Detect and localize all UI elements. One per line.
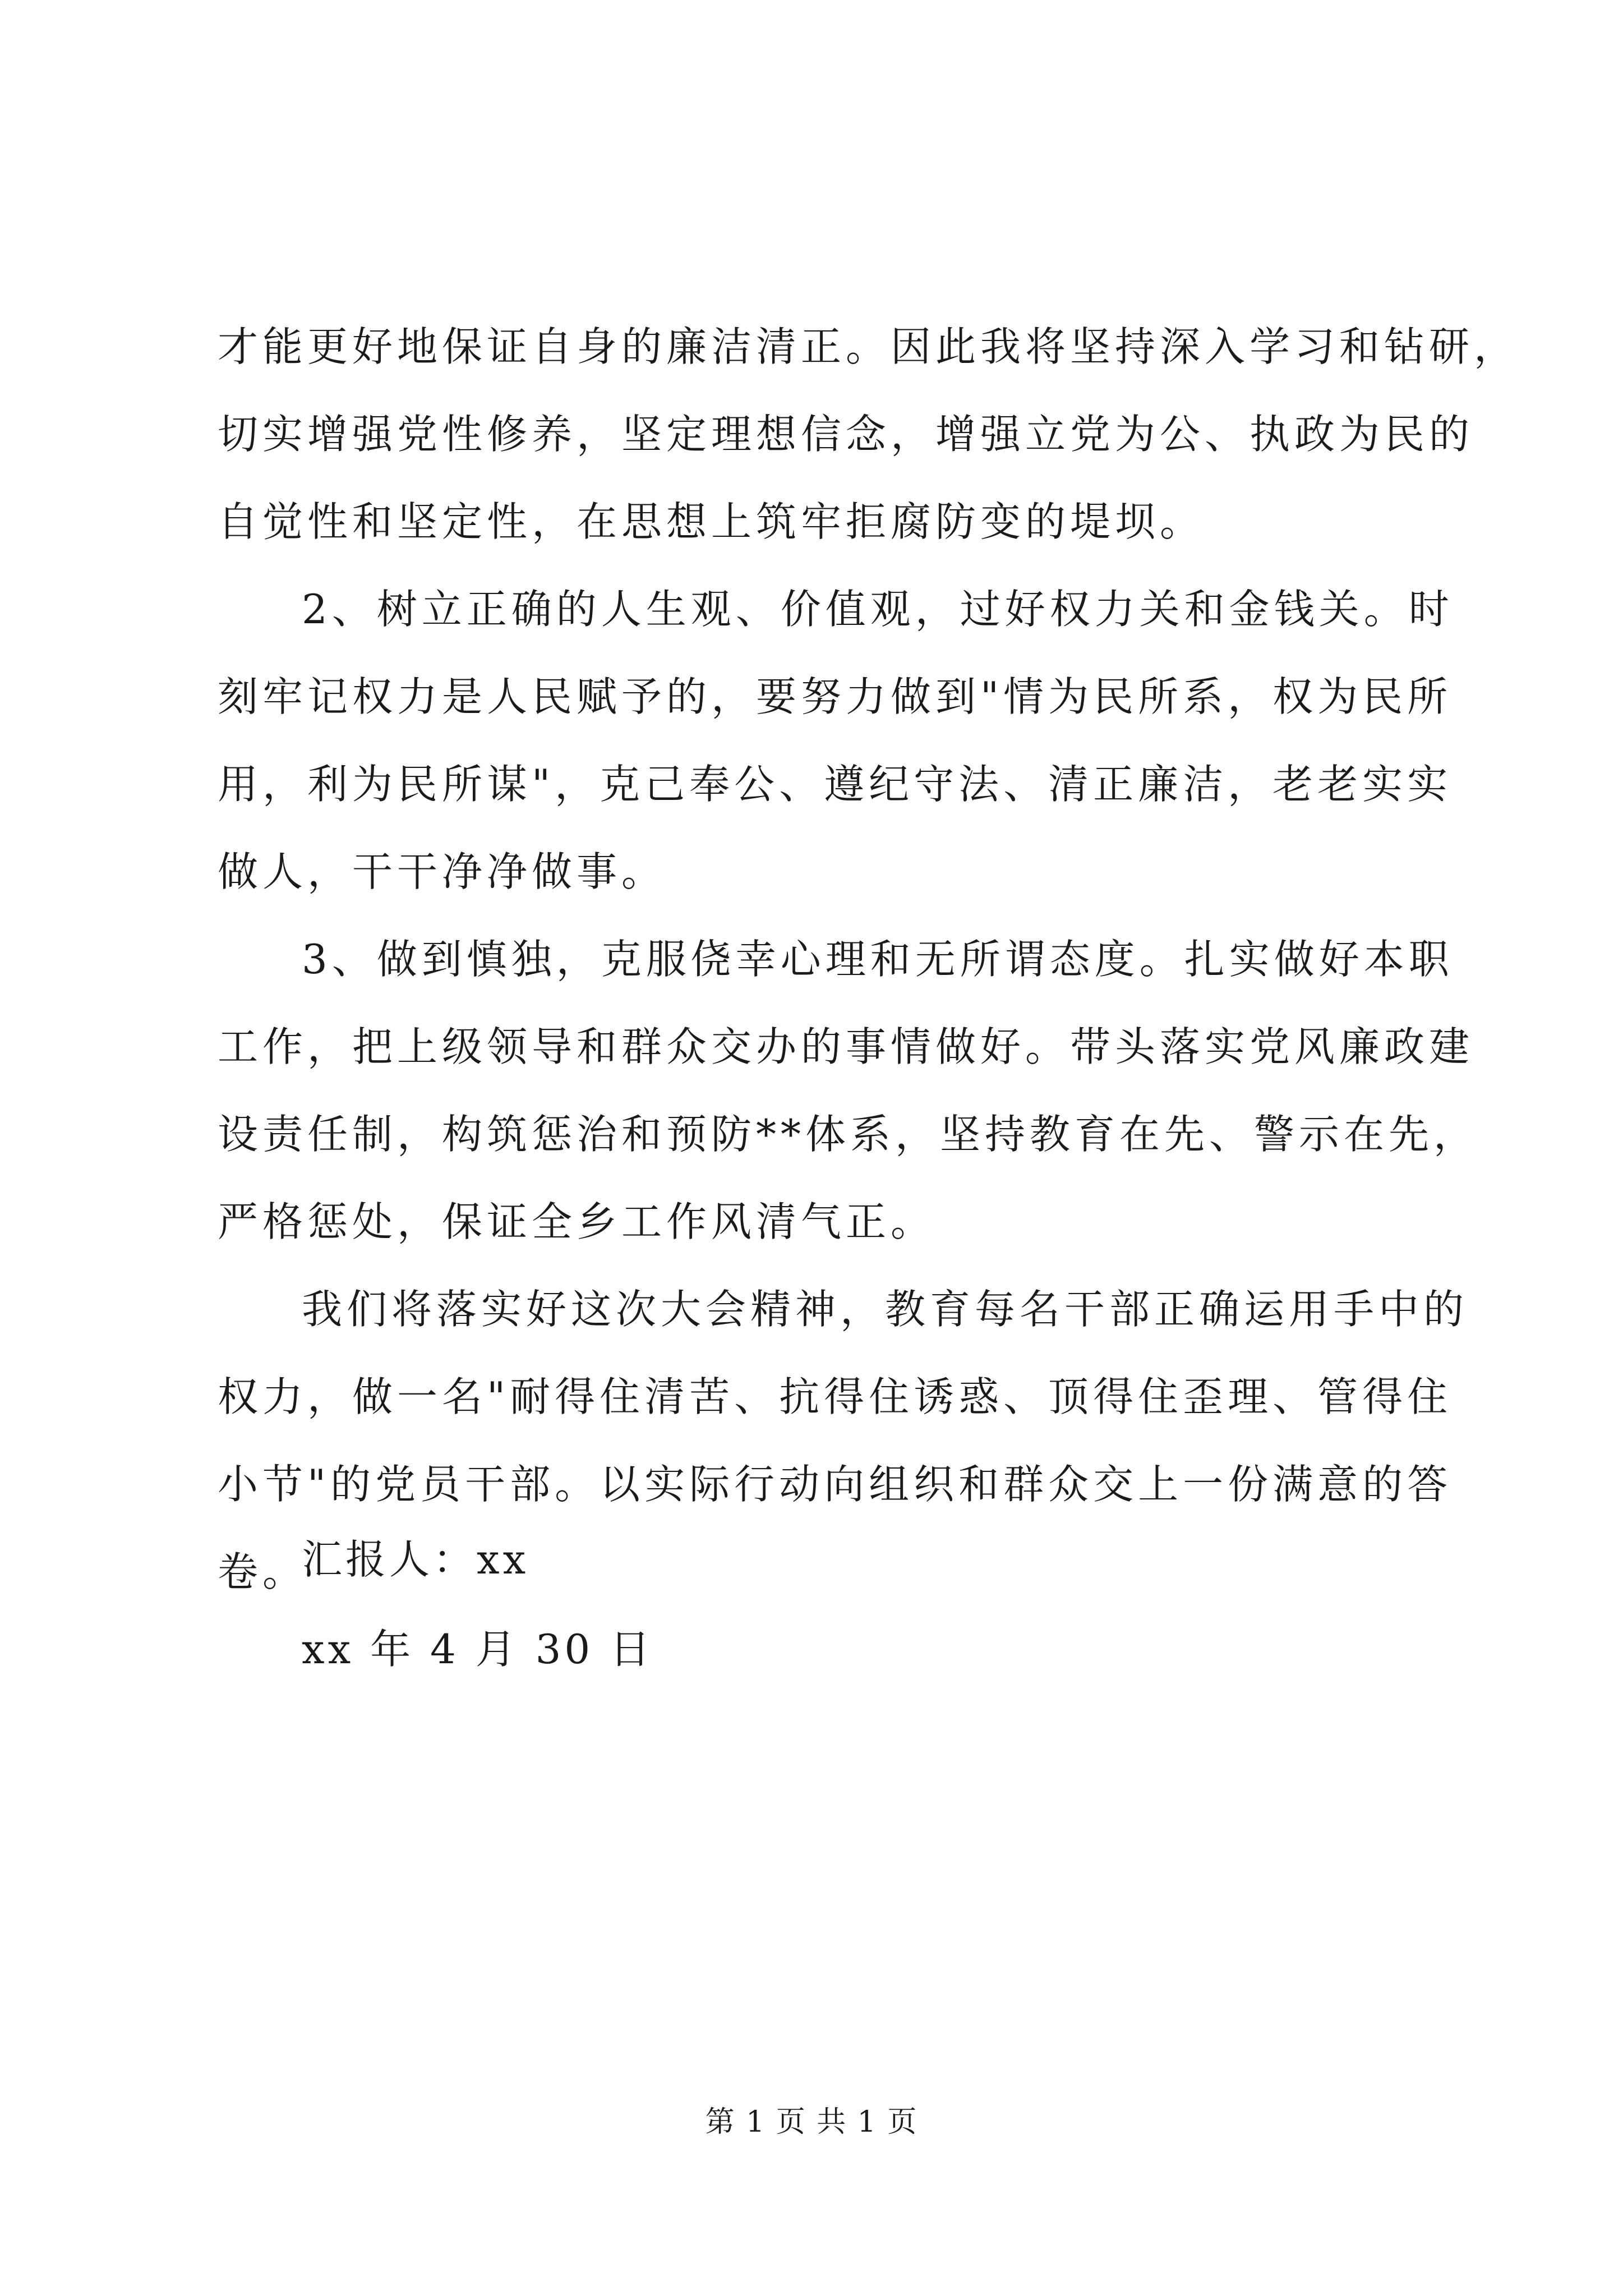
reporter-name: 汇报人：xx [302,1536,529,1583]
body-line: 严格惩处，保证全乡工作风清气正。 [218,1198,936,1245]
signature-block [302,1515,653,1694]
body-line: 用，利为民所谋"，克己奉公、遵纪守法、清正廉洁，老老实实 [218,761,1453,808]
page-footer [0,2098,1623,2140]
page-number: 第 1 页 共 1 页 [705,2105,918,2139]
paragraph-3-start: 3、做到慎独，克服侥幸心理和无所谓态度。扎实做好本职 [302,936,1454,983]
paragraph-2-start: 2、树立正确的人生观、价值观，过好权力关和金钱关。时 [302,586,1454,633]
body-line: 才能更好地保证自身的廉洁清正。因此我将坚持深入学习和钻研， [218,323,1519,370]
body-line: 做人，干干净净做事。 [218,848,667,895]
document-body [218,303,1519,1616]
report-date: xx 年 4 月 30 日 [302,1626,654,1673]
body-line: 自觉性和坚定性，在思想上筑牢拒腐防变的堤坝。 [218,498,1205,545]
body-line: 卷。 [218,1548,308,1595]
body-line: 切实增强党性修养，坚定理想信念，增强立党为公、执政为民的 [218,411,1474,458]
body-line: 刻牢记权力是人民赋予的，要努力做到"情为民所系，权为民所 [218,673,1453,720]
body-line: 小节"的党员干部。以实际行动向组织和群众交上一份满意的答 [218,1461,1453,1508]
body-line: 设责任制，构筑惩治和预防**体系，坚持教育在先、警示在先， [218,1111,1479,1158]
paragraph-closing-start: 我们将落实好这次大会精神，教育每名干部正确运用手中的 [302,1286,1469,1333]
body-line: 工作，把上级领导和群众交办的事情做好。带头落实党风廉政建 [218,1023,1474,1070]
body-line: 权力，做一名"耐得住清苦、抗得住诱惑、顶得住歪理、管得住 [218,1373,1453,1420]
